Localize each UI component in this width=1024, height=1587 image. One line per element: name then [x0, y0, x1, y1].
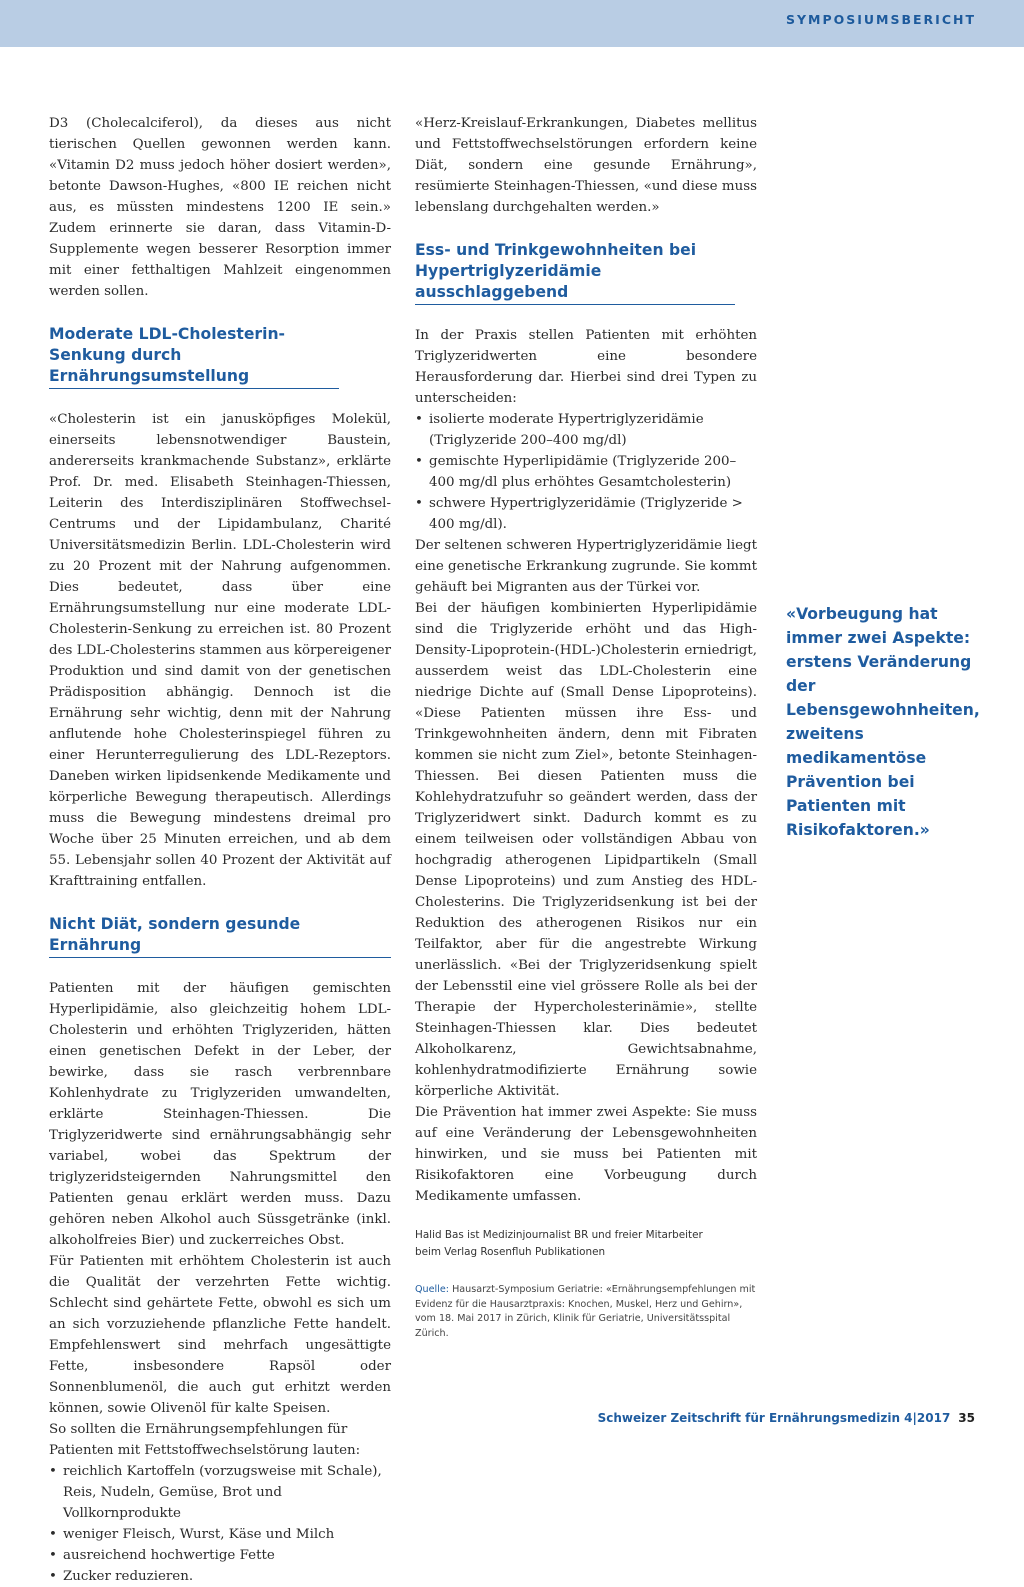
list-item: • isolierte moderate Hypertriglyzeridämie (Triglyzeride 200–400 mg/dl): [415, 409, 757, 451]
list-item: • Zucker reduzieren.: [49, 1566, 391, 1587]
list-item: • ausreichend hochwertige Fette: [49, 1545, 391, 1566]
source-note: [415, 1283, 757, 1341]
source-label: Quelle:: [415, 1284, 449, 1295]
author-note-line: beim Verlag Rosenfluh Publikationen: [415, 1246, 606, 1258]
ldl-paragraph: «Cholesterin ist ein janusköpfiges Molekül, einerseits lebensnotwendiger Baustein, andererseits krankmachende Substanz», erklärte Prof. Dr. med. Elisabeth Steinhagen-Thiessen, Leiterin des Interdisziplinären Stoffwechsel-Centrums und der Lipidambulanz, Charité Universitätsmedizin Berlin. LDL-Cholesterin wird zu 20 Prozent mit der Nahrung aufgenommen. Dies bedeutet, dass über eine Ernährungsumstellung nur eine moderate LDL-Cholesterin-Senkung zu erreichen ist. 80 Prozent des LDL-Cholesterins stammen aus körpereigener Produktion und sind damit von der genetischen Prädisposition abhängig. Dennoch ist die Ernährung sehr wichtig, denn mit der Nahrung anflutende hohe Cholesterinspiegel führen zu einer Herunterregulierung des LDL-Rezeptors. Daneben wirken lipidsenkende Medikamente und körperliche Bewegung therapeutisch. Allerdings muss die Bewegung mindestens dreimal pro Woche über 25 Minuten erreichen, und ab dem 55. Lebensjahr sollen 40 Prozent der Aktivität auf Krafttraining entfallen.: [49, 412, 391, 889]
types-list: [415, 409, 757, 535]
habits-paragraph: In der Praxis stellen Patienten mit erhöhten Triglyzeridwerten eine besondere Herausforderung dar. Hierbei sind drei Typen zu unterscheiden:: [415, 328, 757, 406]
list-item: • weniger Fleisch, Wurst, Käse und Milch: [49, 1524, 391, 1545]
list-item: • gemischte Hyperlipidämie (Triglyzeride 200–400 mg/dl plus erhöhtes Gesamtcholesterin): [415, 451, 757, 493]
middle-column: [415, 113, 757, 1341]
heading-ldl: Moderate LDL-Cholesterin-Senkung durch Ernährungsumstellung: [49, 324, 339, 389]
journal-title: Schweizer Zeitschrift für Ernährungsmedizin 4|2017: [597, 1411, 951, 1425]
quote-close-mark: »: [919, 821, 930, 839]
heading-habits: Ess- und Trinkgewohnheiten bei Hypertriglyzeridämie ausschlaggebend: [415, 240, 735, 305]
author-note: [415, 1227, 757, 1261]
page-footer: [598, 1411, 975, 1425]
diet-paragraph: Patienten mit der häufigen gemischten Hyperlipidämie, also gleichzeitig hohem LDL-Cholesterin und erhöhten Triglyzeriden, hätten einen genetischen Defekt in der Leber, der bewirke, dass sie rasch verbrennbare Kohlenhydrate zu Triglyzeriden umwandelten, erklärte Steinhagen-Thiessen. Die Triglyzeridwerte sind ernährungsabhängig sehr variabel, wobei das Spektrum der triglyzeridsteigernden Nahrungsmittel den Patienten genau erklärt werden muss. Dazu gehören neben Alkohol auch Süssgetränke (inkl. alkoholfreies Bier) und zuckerreiches Obst.: [49, 981, 391, 1248]
intro-paragraph: D3 (Cholecalciferol), da dieses aus nicht tierischen Quellen gewonnen werden kann. «Vitamin D2 muss jedoch höher dosiert werden», betonte Dawson-Hughes, «800 IE reichen nicht aus, es müssten mindestens 1200 IE sein.» Zudem erinnerte sie daran, dass Vitamin-D-Supplemente wegen besserer Resorption immer mit einer fetthaltigen Mahlzeit eingenommen werden sollen.: [49, 116, 391, 299]
pull-quote-text: Vorbeugung hat immer zwei Aspekte: erstens Veränderung der Lebensgewohnheiten, zweitens medikamentöse Prävention bei Patienten mit Risikofaktoren.: [786, 605, 980, 839]
habits-paragraph: Die Prävention hat immer zwei Aspekte: Sie muss auf eine Veränderung der Lebensgewohnheiten hinwirken, und sie muss bei Patienten mit Risikofaktoren eine Vorbeugung durch Medikamente umfassen.: [415, 1105, 757, 1204]
habits-paragraph: Bei der häufigen kombinierten Hyperlipidämie sind die Triglyzeride erhöht und das High-Density-Lipoprotein-(HDL-)Cholesterin erniedrigt, ausserdem weist das LDL-Cholesterin eine niedrige Dichte auf (Small Dense Lipoproteins). «Diese Patienten müssen ihre Ess- und Trinkgewohnheiten ändern, denn mit Fibraten kommen sie nicht zum Ziel», betonte Steinhagen-Thiessen. Bei diesen Patienten muss die Kohlehydratzufuhr so geändert werden, dass der Triglyzeridwert sinkt. Dadurch kommt es zu einem teilweisen oder vollständigen Abbau von hochgradig atherogenen Lipidpartikeln (Small Dense Lipoproteins) und zum Anstieg des HDL-Cholesterins. Die Triglyzeridsenkung ist bei der Reduktion des atherogenen Risikos nur ein Teilfaktor, aber für die angestrebte Wirkung unerlässlich. «Bei der Triglyzeridsenkung spielt der Lebensstil eine viel grössere Rolle als bei der Therapie der Hypercholesterinämie», stellte Steinhagen-Thiessen klar. Dies bedeutet Alkoholkarenz, Gewichtsabnahme, kohlenhydratmodifizierte Ernährung sowie körperliche Aktivität.: [415, 601, 757, 1099]
author-note-line: Halid Bas ist Medizinjournalist BR und freier Mitarbeiter: [415, 1229, 703, 1241]
section-label: SYMPOSIUMSBERICHT: [785, 12, 976, 27]
page-number: 35: [958, 1411, 975, 1425]
habits-paragraph: Der seltenen schweren Hypertriglyzeridämie liegt eine genetische Erkrankung zugrunde. Sie kommt gehäuft bei Migranten aus der Türkei vor.: [415, 538, 757, 595]
left-column: [49, 113, 391, 1587]
recommendations-list: [49, 1461, 391, 1587]
diet-paragraph: Für Patienten mit erhöhtem Cholesterin ist auch die Qualität der verzehrten Fette wichtig. Schlecht sind gehärtete Fette, obwohl es sich um an sich vorzuziehende pflanzliche Fette handelt. Empfehlenswert sind mehrfach ungesättigte Fette, insbesondere Rapsöl oder Sonnenblumenöl, die auch gut erhitzt werden können, sowie Olivenöl für kalte Speisen.: [49, 1254, 391, 1416]
pull-quote: [786, 602, 980, 842]
quote-open-mark: «: [786, 605, 797, 623]
diet-paragraph: So sollten die Ernährungsempfehlungen für Patienten mit Fettstoffwechselstörung lauten:: [49, 1422, 361, 1458]
heading-diet: Nicht Diät, sondern gesunde Ernährung: [49, 914, 391, 958]
list-item: • reichlich Kartoffeln (vorzugsweise mit Schale), Reis, Nudeln, Gemüse, Brot und Vollkornprodukte: [49, 1461, 391, 1524]
intro-paragraph: «Herz-Kreislauf-Erkrankungen, Diabetes mellitus und Fettstoffwechselstörungen erfordern keine Diät, sondern eine gesunde Ernährung», resümierte Steinhagen-Thiessen, «und diese muss lebenslang durchgehalten werden.»: [415, 116, 757, 215]
source-text: Hausarzt-Symposium Geriatrie: «Ernährungsempfehlungen mit Evidenz für die Hausarztpraxis: Knochen, Muskel, Herz und Gehirn», vom 18. Mai 2017 in Zürich, Klinik für Geriatrie, Universitätsspital Zürich.: [415, 1284, 756, 1339]
list-item: • schwere Hypertriglyzeridämie (Triglyzeride > 400 mg/dl).: [415, 493, 757, 535]
